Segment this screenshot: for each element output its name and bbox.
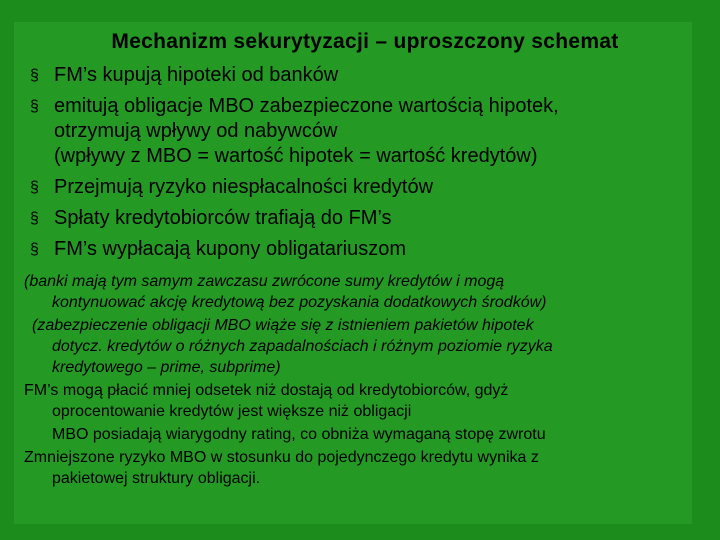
note-line: Zmniejszone ryzyko MBO w stosunku do pojedynczego kredytu wynika z xyxy=(24,449,539,466)
note-line: MBO posiadają wiarygodny rating, co obniża wymaganą stopę zwrotu xyxy=(52,426,546,443)
bullet-text: Przejmują ryzyko niespłacalności kredytów xyxy=(54,176,434,198)
note-line: kontynuować akcję kredytową bez pozyskania dodatkowych środków) xyxy=(52,294,547,311)
bullet-text: FM’s wypłacają kupony obligatariuszom xyxy=(54,238,407,260)
note-paragraph xyxy=(24,380,704,422)
bullet-item xyxy=(30,206,710,231)
bullet-marker: § xyxy=(30,98,39,115)
note-line: (zabezpieczenie obligacji MBO wiąże się z istnieniem pakietów hipotek xyxy=(32,317,534,334)
note-line: (banki mają tym samym zawczasu zwrócone sumy kredytów i mogą xyxy=(24,273,505,290)
bullet-text: Spłaty kredytobiorców trafiają do FM’s xyxy=(54,207,392,229)
note-line: dotycz. kredytów o różnych zapadalnościach i różnym poziomie ryzyka xyxy=(52,338,553,355)
bullet-text: FM’s kupują hipoteki od banków xyxy=(54,64,339,86)
bullet-marker: § xyxy=(30,179,39,196)
bullet-text: otrzymują wpływy od nabywców xyxy=(54,120,338,142)
note-paragraph xyxy=(24,315,704,378)
bullet-marker: § xyxy=(30,241,39,258)
note-line: pakietowej struktury obligacji. xyxy=(52,470,261,487)
bullet-item xyxy=(30,237,710,262)
slide-title: Mechanizm sekurytyzacji – uproszczony schemat xyxy=(111,30,619,53)
note-paragraph xyxy=(24,271,704,313)
bullet-item xyxy=(30,175,710,200)
bullet-text: (wpływy z MBO = wartość hipotek = wartość kredytów) xyxy=(54,145,538,167)
bullet-list xyxy=(30,63,710,268)
notes-section xyxy=(24,271,704,491)
bullet-marker: § xyxy=(30,67,39,84)
note-line: oprocentowanie kredytów jest większe niż obligacji xyxy=(52,403,412,420)
bullet-item xyxy=(30,94,710,169)
bullet-text: emitują obligacje MBO zabezpieczone wartością hipotek, xyxy=(54,95,559,117)
note-paragraph xyxy=(24,447,704,489)
note-line: kredytowego – prime, subprime) xyxy=(52,359,281,376)
bullet-item xyxy=(30,63,710,88)
bullet-marker: § xyxy=(30,210,39,227)
note-line: FM’s mogą płacić mniej odsetek niż dostają od kredytobiorców, gdyż xyxy=(24,382,509,399)
note-paragraph xyxy=(24,424,704,445)
